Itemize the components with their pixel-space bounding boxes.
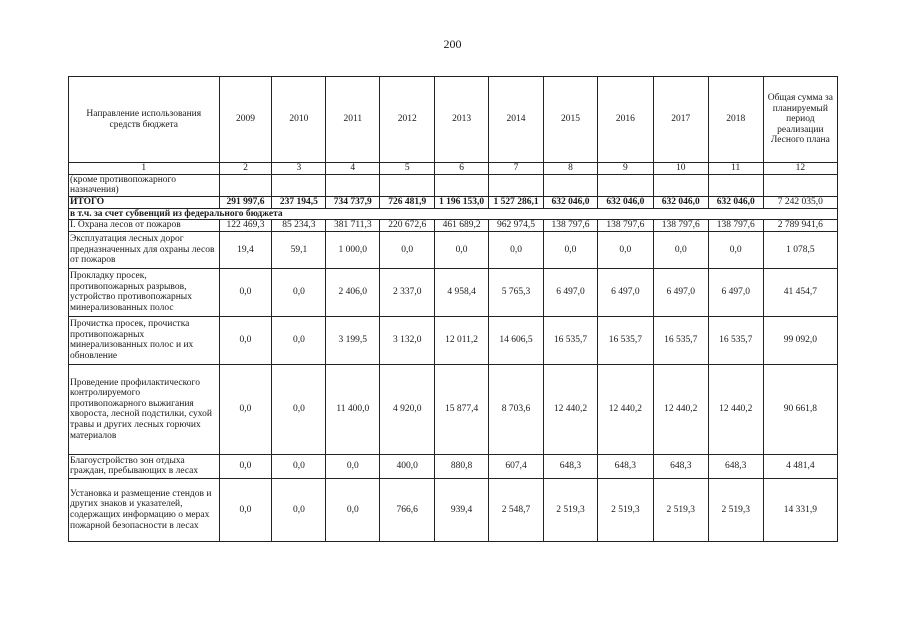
header-year: 2010 xyxy=(272,77,326,163)
table-row xyxy=(69,231,838,268)
row-value: 0,0 xyxy=(326,478,380,541)
table-row xyxy=(69,268,838,316)
row-value: 648,3 xyxy=(653,454,708,478)
row-value: 607,4 xyxy=(489,454,544,478)
header-year: 2012 xyxy=(380,77,435,163)
itogo-value: 632 046,0 xyxy=(597,196,653,208)
continuation-label: (кроме противопожарного назначения) xyxy=(69,174,220,196)
row-value: 939,4 xyxy=(435,478,489,541)
row-value: 16 535,7 xyxy=(653,316,708,364)
row-value: 2 519,3 xyxy=(597,478,653,541)
row-label: Прочистка просек, прочистка противопожарных минерализованных полос и их обновление xyxy=(69,316,220,364)
itogo-row xyxy=(69,196,838,208)
row-value: 2 337,0 xyxy=(380,268,435,316)
row-value: 138 797,6 xyxy=(708,220,763,232)
row-value: 12 440,2 xyxy=(653,364,708,454)
header-year: 2018 xyxy=(708,77,763,163)
row-value: 2 789 941,6 xyxy=(763,220,837,232)
row-value: 0,0 xyxy=(272,316,326,364)
row-value: 0,0 xyxy=(326,454,380,478)
row-value: 880,8 xyxy=(435,454,489,478)
row-value: 2 519,3 xyxy=(653,478,708,541)
itogo-value: 734 737,9 xyxy=(326,196,380,208)
row-value: 6 497,0 xyxy=(708,268,763,316)
row-value: 3 199,5 xyxy=(326,316,380,364)
row-value: 1 000,0 xyxy=(326,231,380,268)
column-number: 1 xyxy=(69,163,220,175)
row-value: 16 535,7 xyxy=(708,316,763,364)
row-label: Установка и размещение стендов и других знаков и указателей, содержащих информацию о мерах пожарной безопасности в лесах xyxy=(69,478,220,541)
row-value: 11 400,0 xyxy=(326,364,380,454)
row-value: 0,0 xyxy=(219,268,272,316)
itogo-value: 237 194,5 xyxy=(272,196,326,208)
row-label: Благоустройство зон отдыха граждан, пребывающих в лесах xyxy=(69,454,220,478)
header-row xyxy=(69,77,838,163)
itogo-value: 291 997,6 xyxy=(219,196,272,208)
row-value: 0,0 xyxy=(219,478,272,541)
row-value: 0,0 xyxy=(653,231,708,268)
row-label: Прокладку просек, противопожарных разрывов, устройство противопожарных минерализованных полос xyxy=(69,268,220,316)
header-direction: Направление использования средств бюджета xyxy=(69,77,220,163)
subsidy-header-row xyxy=(69,208,838,220)
header-year: 2009 xyxy=(219,77,272,163)
row-value: 2 406,0 xyxy=(326,268,380,316)
row-value: 6 497,0 xyxy=(543,268,597,316)
row-value: 4 920,0 xyxy=(380,364,435,454)
row-value: 0,0 xyxy=(272,364,326,454)
column-number: 3 xyxy=(272,163,326,175)
row-value: 648,3 xyxy=(543,454,597,478)
row-value: 90 661,8 xyxy=(763,364,837,454)
column-number: 12 xyxy=(763,163,837,175)
row-value: 6 497,0 xyxy=(653,268,708,316)
row-value: 15 877,4 xyxy=(435,364,489,454)
row-value: 962 974,5 xyxy=(489,220,544,232)
header-year: 2016 xyxy=(597,77,653,163)
itogo-value: 1 527 286,1 xyxy=(489,196,544,208)
row-value: 138 797,6 xyxy=(653,220,708,232)
row-value: 16 535,7 xyxy=(597,316,653,364)
row-value: 461 689,2 xyxy=(435,220,489,232)
empty-cell xyxy=(653,174,708,196)
table-row xyxy=(69,478,838,541)
row-value: 59,1 xyxy=(272,231,326,268)
row-value: 0,0 xyxy=(272,478,326,541)
row-value: 0,0 xyxy=(219,454,272,478)
subsidy-header: в т.ч. за счет субвенций из федерального бюджета xyxy=(69,208,838,220)
row-value: 2 519,3 xyxy=(543,478,597,541)
empty-cell xyxy=(708,174,763,196)
column-number: 6 xyxy=(435,163,489,175)
row-value: 2 519,3 xyxy=(708,478,763,541)
row-value: 12 440,2 xyxy=(543,364,597,454)
row-value: 12 440,2 xyxy=(597,364,653,454)
row-value: 12 440,2 xyxy=(708,364,763,454)
row-value: 766,6 xyxy=(380,478,435,541)
row-value: 0,0 xyxy=(219,364,272,454)
row-value: 85 234,3 xyxy=(272,220,326,232)
table-row xyxy=(69,316,838,364)
column-number: 9 xyxy=(597,163,653,175)
row-value: 0,0 xyxy=(708,231,763,268)
row-value: 1 078,5 xyxy=(763,231,837,268)
empty-cell xyxy=(326,174,380,196)
row-value: 4 958,4 xyxy=(435,268,489,316)
column-number-row xyxy=(69,163,838,175)
column-number: 5 xyxy=(380,163,435,175)
empty-cell xyxy=(597,174,653,196)
row-value: 3 132,0 xyxy=(380,316,435,364)
itogo-value: 7 242 035,0 xyxy=(763,196,837,208)
row-value: 0,0 xyxy=(272,454,326,478)
header-year: 2017 xyxy=(653,77,708,163)
empty-cell xyxy=(219,174,272,196)
row-value: 19,4 xyxy=(219,231,272,268)
row-value: 0,0 xyxy=(597,231,653,268)
header-total: Общая сумма за планируемый период реализации Лесного плана xyxy=(763,77,837,163)
row-label: I. Охрана лесов от пожаров xyxy=(69,220,220,232)
header-year: 2013 xyxy=(435,77,489,163)
empty-cell xyxy=(543,174,597,196)
row-value: 138 797,6 xyxy=(543,220,597,232)
table-row xyxy=(69,220,838,232)
page-number: 200 xyxy=(443,37,462,51)
row-value: 381 711,3 xyxy=(326,220,380,232)
row-value: 648,3 xyxy=(597,454,653,478)
continuation-row xyxy=(69,174,838,196)
row-value: 0,0 xyxy=(272,268,326,316)
row-value: 8 703,6 xyxy=(489,364,544,454)
row-value: 122 469,3 xyxy=(219,220,272,232)
empty-cell xyxy=(763,174,837,196)
row-value: 99 092,0 xyxy=(763,316,837,364)
row-value: 2 548,7 xyxy=(489,478,544,541)
row-value: 5 765,3 xyxy=(489,268,544,316)
row-value: 0,0 xyxy=(543,231,597,268)
row-value: 6 497,0 xyxy=(597,268,653,316)
row-value: 220 672,6 xyxy=(380,220,435,232)
row-value: 138 797,6 xyxy=(597,220,653,232)
row-value: 41 454,7 xyxy=(763,268,837,316)
column-number: 7 xyxy=(489,163,544,175)
empty-cell xyxy=(380,174,435,196)
itogo-value: 632 046,0 xyxy=(543,196,597,208)
row-value: 648,3 xyxy=(708,454,763,478)
row-label: Эксплуатация лесных дорог предназначенных для охраны лесов от пожаров xyxy=(69,231,220,268)
row-value: 14 606,5 xyxy=(489,316,544,364)
header-year: 2014 xyxy=(489,77,544,163)
table-row xyxy=(69,364,838,454)
row-value: 0,0 xyxy=(435,231,489,268)
row-value: 12 011,2 xyxy=(435,316,489,364)
header-year: 2015 xyxy=(543,77,597,163)
empty-cell xyxy=(435,174,489,196)
row-value: 14 331,9 xyxy=(763,478,837,541)
row-value: 0,0 xyxy=(380,231,435,268)
column-number: 10 xyxy=(653,163,708,175)
row-label: Проведение профилактического контролируемого противопожарного выжигания хвороста, лесной подстилки, сухой травы и других лесных горючих материалов xyxy=(69,364,220,454)
itogo-label: ИТОГО xyxy=(69,196,220,208)
table-row xyxy=(69,454,838,478)
column-number: 8 xyxy=(543,163,597,175)
row-value: 4 481,4 xyxy=(763,454,837,478)
column-number: 4 xyxy=(326,163,380,175)
empty-cell xyxy=(489,174,544,196)
column-number: 2 xyxy=(219,163,272,175)
itogo-value: 632 046,0 xyxy=(708,196,763,208)
column-number: 11 xyxy=(708,163,763,175)
row-value: 400,0 xyxy=(380,454,435,478)
row-value: 16 535,7 xyxy=(543,316,597,364)
budget-table xyxy=(68,76,838,542)
empty-cell xyxy=(272,174,326,196)
itogo-value: 632 046,0 xyxy=(653,196,708,208)
header-year: 2011 xyxy=(326,77,380,163)
itogo-value: 1 196 153,0 xyxy=(435,196,489,208)
itogo-value: 726 481,9 xyxy=(380,196,435,208)
row-value: 0,0 xyxy=(489,231,544,268)
row-value: 0,0 xyxy=(219,316,272,364)
